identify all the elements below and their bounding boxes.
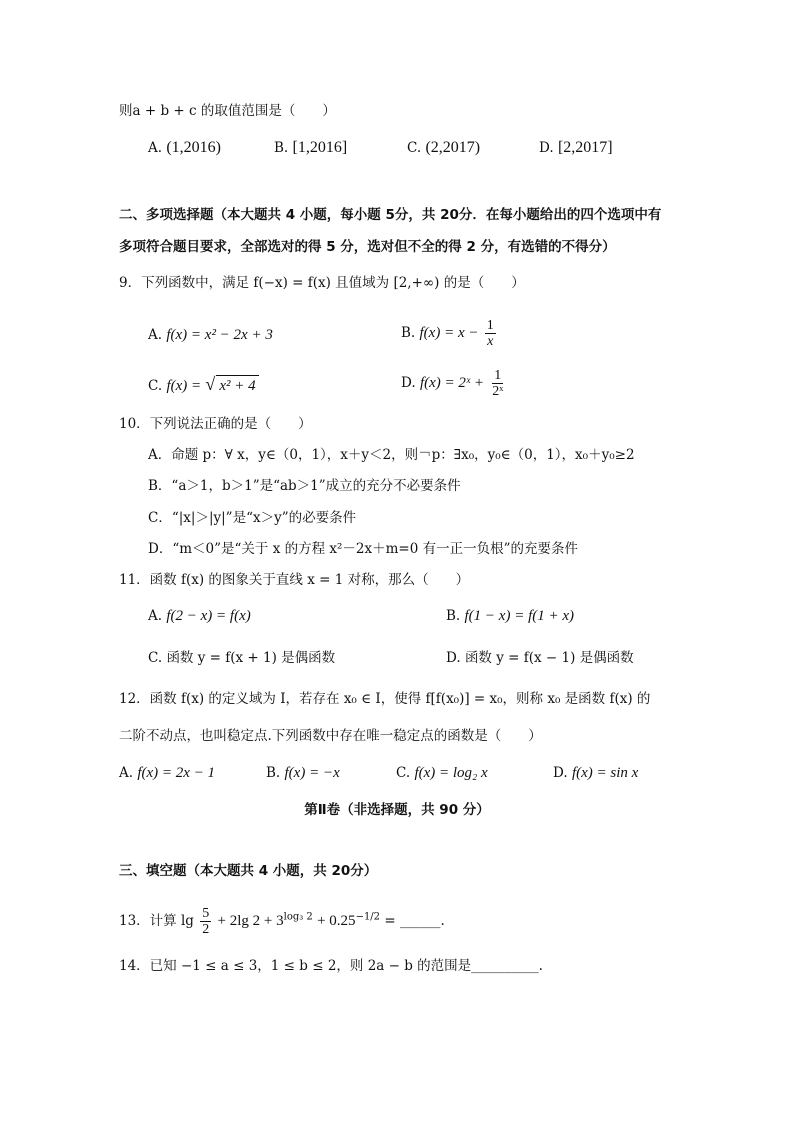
- q10-option-b: B．“a＞1，b＞1”是“ab＞1”成立的充分不必要条件: [148, 478, 461, 494]
- q9-stem: 9．下列函数中，满足 f(−x) = f(x) 且值域为 [2,+∞) 的是（ ）: [119, 275, 525, 291]
- q9-b-fraction: $\frac{1}{x}$: [486, 318, 494, 349]
- q8-option-d: D. [2,2017]: [539, 139, 613, 156]
- q8-stem: 则a + b + c 的取值范围是（ ）: [119, 103, 336, 119]
- q9-option-a: A. f(x) = x² − 2x + 3: [148, 327, 273, 343]
- q13-line: 13．计算 lg $\frac{5}{2}$ + 2lg $2 + 3^{log_3 2} + 0.25^{-1/2}$ = ______.: [119, 906, 445, 937]
- q11-option-c: C. 函数 y = f(x + 1) 是偶函数: [148, 650, 336, 666]
- q12-option-d: D. f(x) = sin x: [553, 765, 639, 781]
- q13-fraction: $\frac{5}{2}$: [202, 906, 210, 937]
- q10-option-d: D．“m＜0”是“关于 x 的方程 x²－2x＋m=0 有一正一负根”的充要条件: [148, 541, 579, 557]
- section3-heading: 三、填空题（本大题共 4 小题，共 20分）: [119, 863, 378, 879]
- q9-option-c: C. f(x) = √ x² + 4: [148, 374, 259, 396]
- q10-stem: 10．下列说法正确的是（ ）: [119, 416, 312, 432]
- section2-heading-line2: 多项符合题目要求，全部选对的得 5 分，选对但不全的得 2 分，有选错的不得分）: [119, 239, 616, 255]
- q8-option-c: C. (2,2017): [407, 139, 481, 156]
- q11-option-a: A. f(2 − x) = f(x): [148, 608, 251, 624]
- q8-option-b: B. [1,2016]: [274, 139, 348, 156]
- q10-option-a: A．命题 p：∀ x，y∈（0，1），x＋y＜2，则￢p：∃x₀，y₀∈（0，1），x₀＋y₀≥2: [148, 447, 635, 463]
- q9-d-fraction: $\frac{1}{\text{2ˣ}}$: [492, 368, 504, 399]
- q9-option-b: B. f(x) = x − $\frac{1}{x}$: [401, 318, 494, 349]
- q11-stem: 11．函数 f(x) 的图象关于直线 x = 1 对称，那么（ ）: [119, 572, 470, 588]
- section2-heading-line1: 二、多项选择题（本大题共 4 小题，每小题 5分，共 20分．在每小题给出的四个选项中有: [119, 207, 662, 223]
- q12-line2: 二阶不动点，也叫稳定点.下列函数中存在唯一稳定点的函数是（ ）: [119, 728, 542, 744]
- q12-line1: 12．函数 f(x) 的定义域为 I，若存在 x₀ ∈ I，使得 f[f(x₀)] = x₀，则称 x₀ 是函数 f(x) 的: [119, 691, 651, 707]
- q9-option-d: D. f(x) = 2ˣ + $\frac{1}{\text{2ˣ}}$: [401, 368, 504, 399]
- q9-c-radicand: x² + 4: [216, 375, 258, 396]
- q14-line: 14．已知 −1 ≤ a ≤ 3，1 ≤ b ≤ 2，则 2a − b 的范围是__________.: [119, 958, 543, 974]
- q12-option-c: C. f(x) = log₂ x: [396, 765, 488, 781]
- q12-option-a: A. f(x) = 2x − 1: [119, 765, 216, 781]
- q11-option-b: B. f(1 − x) = f(1 + x): [446, 608, 575, 624]
- q12-option-b: B. f(x) = −x: [266, 765, 340, 781]
- q10-option-c: C．“|x|＞|y|”是“x＞y”的必要条件: [148, 510, 357, 526]
- q8-option-a: A. (1,2016): [148, 139, 221, 156]
- q11-option-d: D. 函数 y = f(x − 1) 是偶函数: [446, 650, 634, 666]
- part2-title: 第Ⅱ卷（非选择题，共 90 分）: [304, 802, 490, 818]
